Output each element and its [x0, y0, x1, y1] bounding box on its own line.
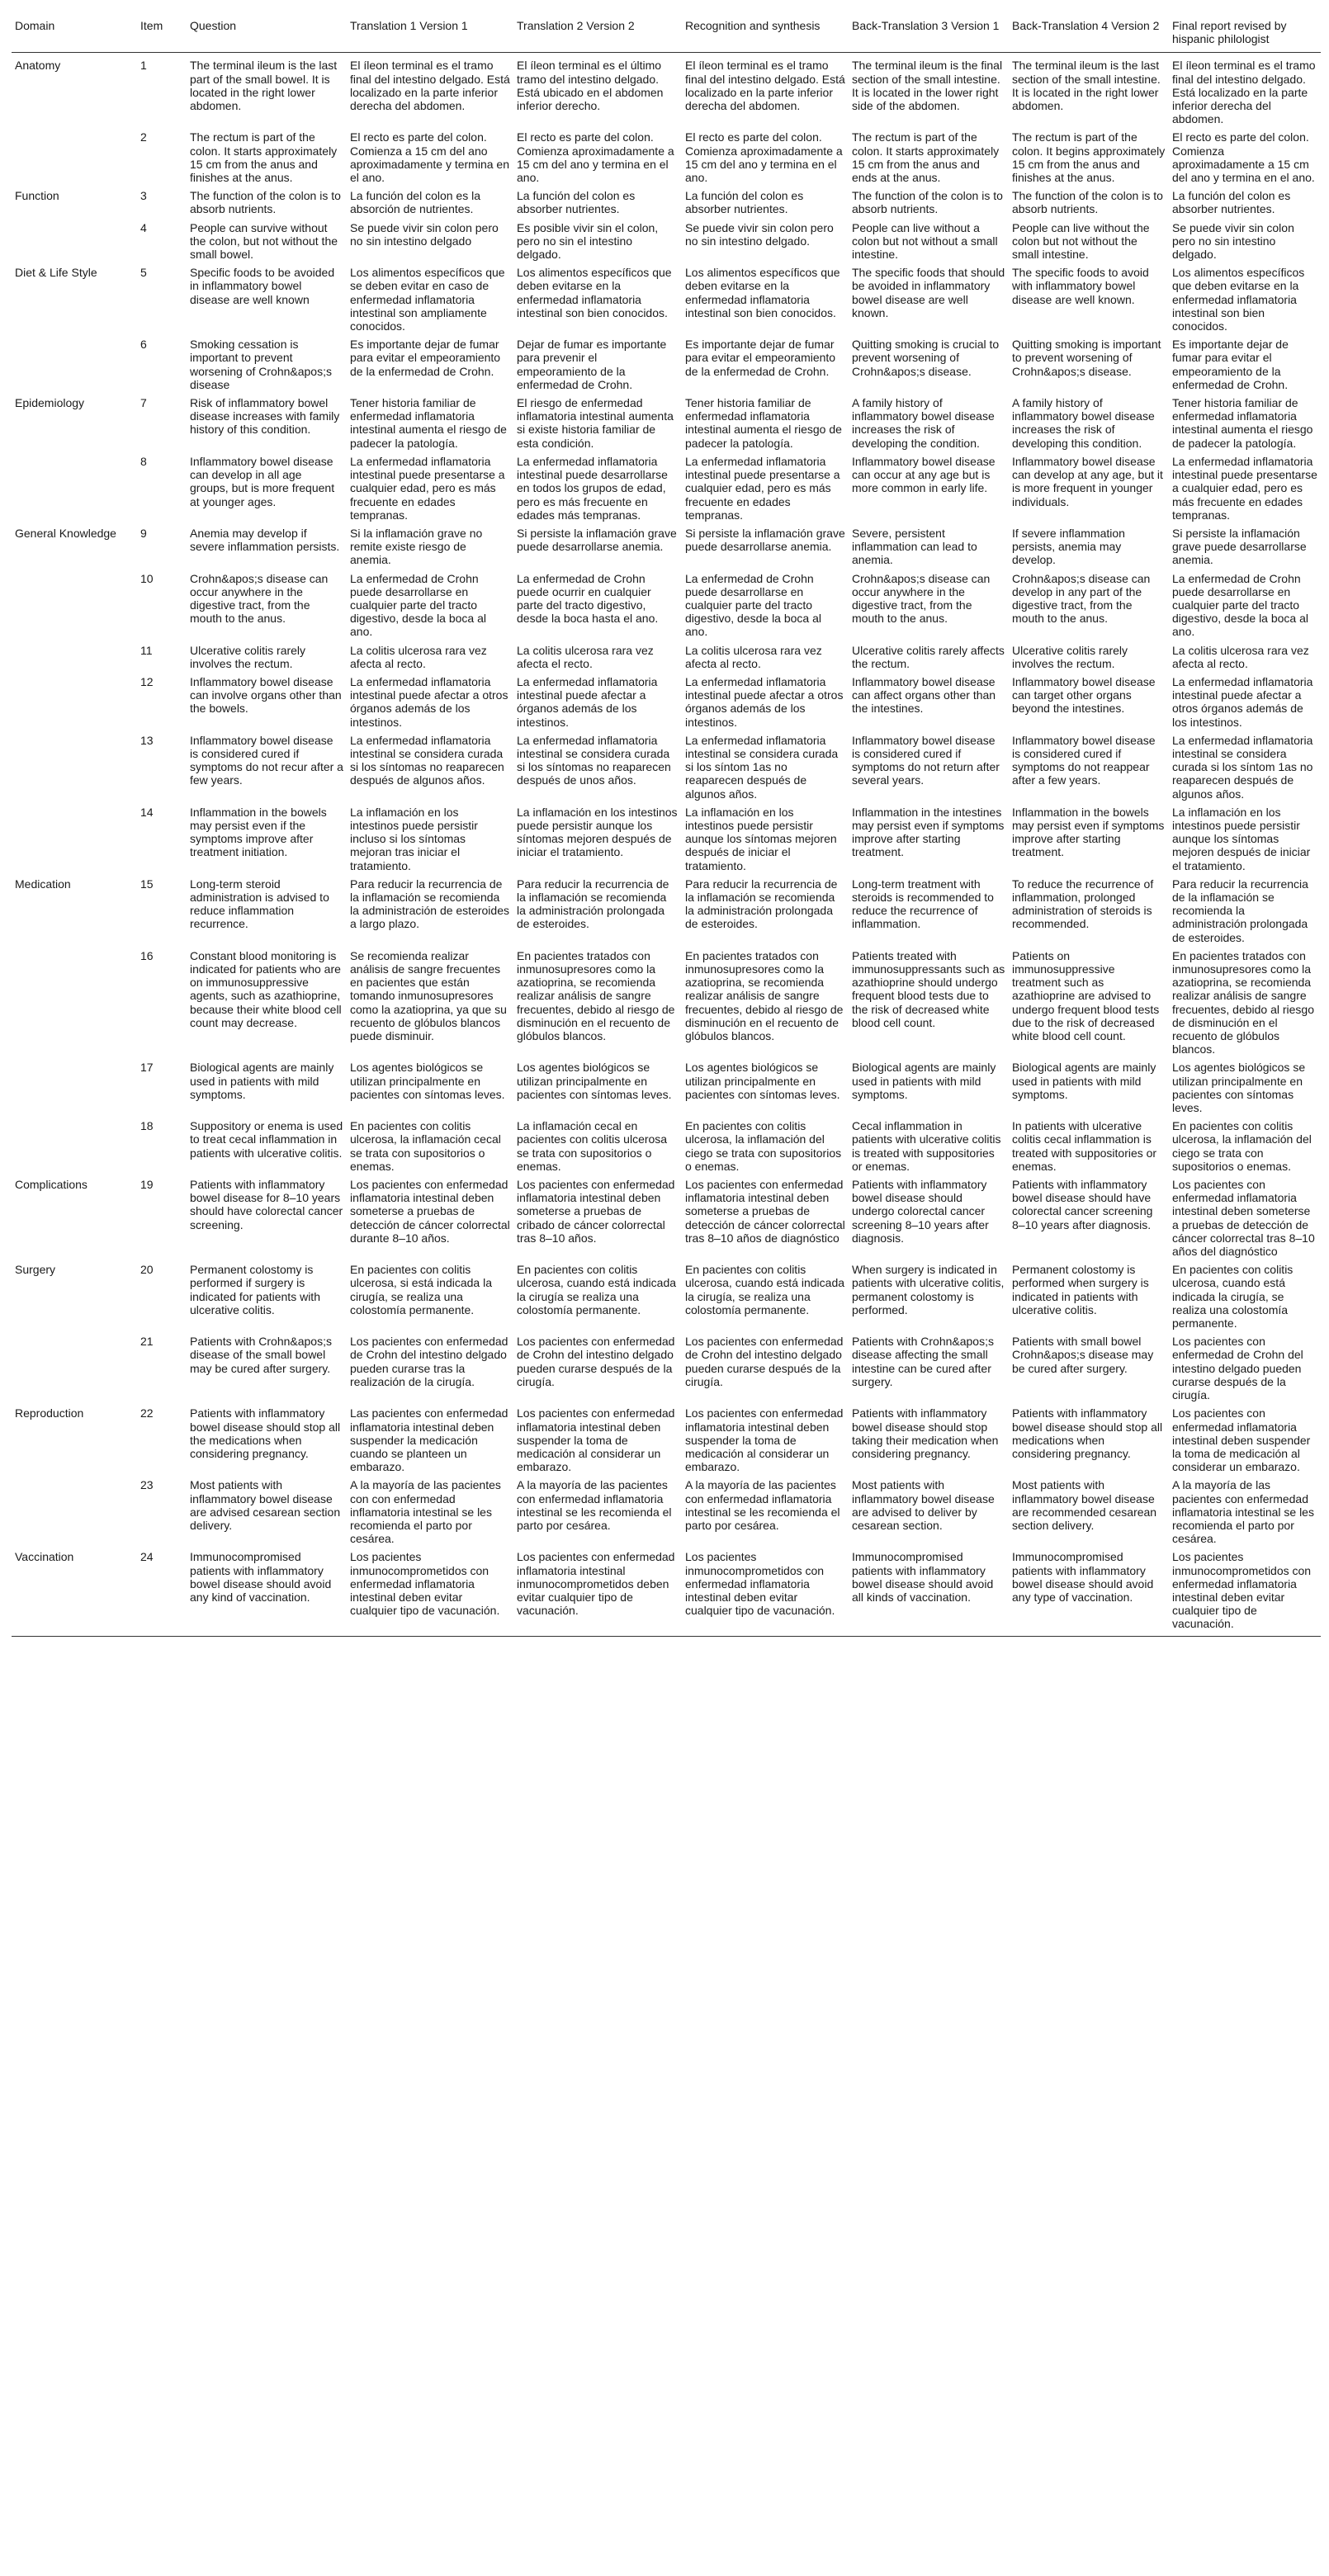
- domain-cell: [12, 732, 137, 804]
- back-translation-3-cell: People can live without a colon but not without a small intestine.: [852, 220, 998, 262]
- recognition-synthesis-cell: Es importante dejar de fumar para evitar el empeoramiento de la enfermedad de Crohn.: [685, 338, 836, 378]
- back-translation-4-cell: Patients with small bowel Crohn&apos;s disease may be cured after surgery.: [1012, 1335, 1154, 1375]
- back-translation-3-cell: The terminal ileum is the final section of the small intestine. It is located in the lower right side of the abdomen.: [852, 59, 1003, 113]
- back-translation-4-cell: If severe inflammation persists, anemia may develop.: [1012, 526, 1125, 567]
- translation-1-cell: Los pacientes con enfermedad de Crohn del intestino delgado pueden curarse tras la realización de la cirugía.: [350, 1335, 508, 1388]
- domain-cell: [12, 642, 137, 674]
- recognition-synthesis-cell: El recto es parte del colon. Comienza aproximadamente a 15 cm del ano y termina en el ano.: [685, 130, 843, 185]
- domain-cell: [12, 1333, 137, 1405]
- item-cell: 13: [140, 733, 154, 747]
- item-cell: 12: [140, 674, 154, 688]
- item-cell: 17: [140, 1061, 154, 1075]
- translation-1-cell: Los pacientes con enfermedad inflamatoria intestinal deben someterse a pruebas de detección de cáncer colorrectal durante 8–10 años.: [350, 1178, 510, 1245]
- final-report-cell: Los pacientes inmunocomprometidos con enfermedad inflamatoria intestinal deben evitar cualquier tipo de vacunación.: [1169, 1548, 1321, 1636]
- translation-1-cell: En pacientes con colitis ulcerosa, si está indicada la cirugía, se realiza una colostomía permanente.: [350, 1263, 492, 1316]
- back-translation-4-cell: The specific foods to avoid with inflammatory bowel disease are well known.: [1012, 266, 1149, 306]
- header-item: Item: [137, 12, 187, 53]
- translation-2-cell: La inflamación en los intestinos puede persistir aunque los síntomas mejoren después de iniciar el tratamiento.: [517, 805, 678, 859]
- back-translation-3-cell: Inflammatory bowel disease can affect organs other than the intestines.: [852, 674, 996, 716]
- translation-2-cell: Los pacientes con enfermedad de Crohn del intestino delgado pueden curarse después de la cirugía.: [517, 1335, 675, 1388]
- translation-1-cell: Las pacientes con enfermedad inflamatoria intestinal deben suspender la medicación cuando se planteen un embarazo.: [350, 1406, 508, 1474]
- question-cell: The rectum is part of the colon. It starts approximately 15 cm from the anus and finishes at the anus.: [190, 130, 338, 185]
- domain-cell: [12, 336, 137, 395]
- item-cell: 7: [140, 396, 147, 410]
- back-translation-3-cell: Most patients with inflammatory bowel disease are advised to deliver by cesarean section.: [852, 1478, 995, 1532]
- table-row: [12, 1176, 1321, 1261]
- item-cell: 21: [140, 1335, 154, 1349]
- domain-cell: [12, 1477, 137, 1548]
- table-row: [12, 1333, 1321, 1405]
- back-translation-3-cell: Biological agents are mainly used in patients with mild symptoms.: [852, 1061, 996, 1101]
- final-report-cell: La enfermedad de Crohn puede desarrollarse en cualquier parte del tracto digestivo, desde la boca al ano.: [1172, 571, 1308, 639]
- back-translation-3-cell: Patients with Crohn&apos;s disease affecting the small intestine can be cured after surgery.: [852, 1335, 994, 1388]
- item-cell: 1: [140, 59, 147, 73]
- question-cell: Patients with Crohn&apos;s disease of the small bowel may be cured after surgery.: [190, 1335, 332, 1375]
- question-cell: Ulcerative colitis rarely involves the rectum.: [190, 643, 306, 670]
- translation-2-cell: Los alimentos específicos que deben evitarse en la enfermedad inflamatoria intestinal son bien conocidos.: [517, 266, 672, 319]
- table-row: [12, 187, 1321, 219]
- translation-1-cell: La enfermedad de Crohn puede desarrollarse en cualquier parte del tracto digestivo, desde la boca al ano.: [350, 571, 486, 639]
- domain-cell: [12, 570, 137, 642]
- translation-1-cell: Es importante dejar de fumar para evitar el empeoramiento de la enfermedad de Crohn.: [350, 338, 501, 378]
- recognition-synthesis-cell: Los pacientes con enfermedad inflamatoria intestinal deben someterse a pruebas de detección de cáncer colorrectal tras 8–10 años de diagnóstico: [685, 1178, 845, 1245]
- item-cell: 19: [140, 1178, 154, 1192]
- domain-cell: [12, 1059, 137, 1118]
- recognition-synthesis-cell: Para reducir la recurrencia de la inflamación se recomienda la administración prolongada de esteroides.: [685, 877, 838, 931]
- recognition-synthesis-cell: La enfermedad inflamatoria intestinal puede afectar a otros órganos además de los intestinos.: [685, 674, 844, 729]
- final-report-cell: La colitis ulcerosa rara vez afecta al recto.: [1172, 643, 1309, 670]
- table-body: [12, 53, 1321, 1636]
- item-cell: 4: [140, 220, 147, 234]
- final-report-cell: Los agentes biológicos se utilizan principalmente en pacientes con síntomas leves.: [1172, 1061, 1306, 1115]
- item-cell: 8: [140, 454, 147, 468]
- table-row: [12, 525, 1321, 570]
- final-report-cell: Tener historia familiar de enfermedad inflamatoria intestinal aumenta el riesgo de padecer la patología.: [1172, 396, 1313, 450]
- translation-1-cell: Los agentes biológicos se utilizan principalmente en pacientes con síntomas leves.: [350, 1061, 505, 1101]
- translation-2-cell: En pacientes tratados con inmunosupresores como la azatioprina, se recomienda realizar análisis de sangre frecuentes, debido al riesgo de disminución en el recuento de glóbulos blancos.: [517, 948, 675, 1043]
- recognition-synthesis-cell: Tener historia familiar de enfermedad inflamatoria intestinal aumenta el riesgo de padecer la patología.: [685, 396, 842, 450]
- recognition-synthesis-cell: Los alimentos específicos que deben evitarse en la enfermedad inflamatoria intestinal son bien conocidos.: [685, 266, 840, 319]
- translation-1-cell: La colitis ulcerosa rara vez afecta al recto.: [350, 643, 487, 670]
- final-report-cell: La enfermedad inflamatoria intestinal puede afectar a otros órganos además de los intestinos.: [1172, 674, 1313, 729]
- final-report-cell: En pacientes con colitis ulcerosa, cuando está indicada la cirugía, se realiza una colostomía permanente.: [1172, 1263, 1294, 1331]
- header-translation-2: Translation 2 Version 2: [513, 12, 682, 53]
- translation-2-cell: Los pacientes con enfermedad inflamatoria intestinal deben someterse a pruebas de cribado de cáncer colorrectal tras 8–10 años.: [517, 1178, 675, 1245]
- translation-1-cell: La enfermedad inflamatoria intestinal puede afectar a otros órganos además de los intestinos.: [350, 674, 508, 729]
- domain-cell: Anatomy: [15, 59, 61, 73]
- final-report-cell: En pacientes tratados con inmunosupresores como la azatioprina, se recomienda realizar análisis de sangre frecuentes, debido al riesgo de disminución en el recuento de glóbulos blancos.: [1172, 948, 1314, 1056]
- header-domain: Domain: [12, 12, 137, 53]
- translation-2-cell: La inflamación cecal en pacientes con colitis ulcerosa se trata con supositorios o enemas.: [517, 1119, 668, 1173]
- final-report-cell: A la mayoría de las pacientes con enfermedad inflamatoria intestinal se les recomienda el parto por cesárea.: [1172, 1478, 1314, 1546]
- table-row: [12, 1405, 1321, 1477]
- question-cell: Constant blood monitoring is indicated for patients who are on immunosuppressive agents, such as azathioprine, because their white blood cell count may decrease.: [190, 948, 342, 1029]
- header-row: [12, 12, 1321, 53]
- translation-2-cell: A la mayoría de las pacientes con enfermedad inflamatoria intestinal se les recomienda el parto por cesárea.: [517, 1478, 672, 1532]
- translation-2-cell: La enfermedad de Crohn puede ocurrir en cualquier parte del tracto digestivo, desde la boca hasta el ano.: [517, 571, 659, 626]
- header-back-translation-3: Back-Translation 3 Version 1: [849, 12, 1009, 53]
- translation-2-cell: La función del colon es absorber nutrientes.: [517, 189, 636, 216]
- final-report-cell: Los pacientes con enfermedad de Crohn del intestino delgado pueden curarse después de la cirugía.: [1172, 1335, 1303, 1402]
- question-cell: Smoking cessation is important to prevent worsening of Crohn&apos;s disease: [190, 338, 332, 391]
- translation-2-cell: Los agentes biológicos se utilizan principalmente en pacientes con síntomas leves.: [517, 1061, 672, 1101]
- item-cell: 24: [137, 1548, 187, 1636]
- translation-1-cell: Si la inflamación grave no remite existe riesgo de anemia.: [350, 526, 483, 567]
- table-row: [12, 1118, 1321, 1176]
- item-cell: 11: [140, 643, 153, 657]
- question-cell: Inflammatory bowel disease is considered cured if symptoms do not recur after a few years.: [190, 733, 343, 787]
- back-translation-4-cell: Biological agents are mainly used in patients with mild symptoms.: [1012, 1061, 1156, 1101]
- item-cell: 3: [140, 189, 147, 203]
- domain-cell: Reproduction: [15, 1406, 84, 1420]
- translation-1-cell: Tener historia familiar de enfermedad inflamatoria intestinal aumenta el riesgo de padecer la patología.: [350, 396, 507, 450]
- question-cell: Risk of inflammatory bowel disease increases with family history of this condition.: [190, 396, 340, 437]
- back-translation-4-cell: Inflammatory bowel disease is considered cured if symptoms do not reappear after a few years.: [1012, 733, 1156, 787]
- table-row: [12, 453, 1321, 525]
- question-cell: The function of the colon is to absorb nutrients.: [190, 189, 341, 216]
- question-cell: The terminal ileum is the last part of the small bowel. It is located in the right lower abdomen.: [190, 59, 338, 113]
- translation-1-cell: El íleon terminal es el tramo final del intestino delgado. Está localizado en la parte inferior derecha del abdomen.: [350, 59, 510, 113]
- translation-1-cell: En pacientes con colitis ulcerosa, la inflamación cecal se trata con supositorios o enemas.: [350, 1119, 501, 1173]
- translation-1-cell: Para reducir la recurrencia de la inflamación se recomienda la administración de esteroides a largo plazo.: [350, 877, 509, 931]
- table-row: [12, 1261, 1321, 1333]
- back-translation-3-cell: Patients with inflammatory bowel disease should undergo colorectal cancer screening 8–10 years after diagnosis.: [852, 1178, 989, 1245]
- recognition-synthesis-cell: Se puede vivir sin colon pero no sin intestino delgado.: [685, 220, 834, 248]
- translation-2-cell: Los pacientes con enfermedad inflamatoria intestinal deben suspender la toma de medicación al considerar un embarazo.: [517, 1406, 675, 1474]
- translation-2-cell: Si persiste la inflamación grave puede desarrollarse anemia.: [517, 526, 677, 554]
- translation-1-cell: Se recomienda realizar análisis de sangre frecuentes en pacientes que están tomando inmunosupresores como la azatioprina, ya que su recuento de glóbulos blancos puede disminuir.: [350, 948, 507, 1043]
- item-cell: 18: [140, 1119, 154, 1133]
- domain-cell: [12, 129, 137, 187]
- back-translation-4-cell: Patients on immunosuppressive treatment such as azathioprine are advised to undergo frequent blood tests due to the risk of decreased white blood cell count.: [1012, 948, 1160, 1043]
- recognition-synthesis-cell: La función del colon es absorber nutrientes.: [685, 189, 804, 216]
- domain-cell: [12, 948, 137, 1060]
- recognition-synthesis-cell: Los pacientes con enfermedad de Crohn del intestino delgado pueden curarse después de la cirugía.: [685, 1335, 844, 1388]
- back-translation-4-cell: Permanent colostomy is performed when surgery is indicated in patients with ulcerative colitis.: [1012, 1263, 1149, 1316]
- back-translation-4-cell: The rectum is part of the colon. It begins approximately 15 cm from the anus and finishes at the anus.: [1012, 130, 1166, 185]
- domain-cell: Medication: [15, 877, 71, 891]
- recognition-synthesis-cell: Los pacientes inmunocomprometidos con enfermedad inflamatoria intestinal deben evitar cualquier tipo de vacunación.: [682, 1548, 849, 1636]
- translation-2-cell: El riesgo de enfermedad inflamatoria intestinal aumenta si existe historia familiar de esta condición.: [517, 396, 674, 450]
- translation-1-cell: La función del colon es la absorción de nutrientes.: [350, 189, 480, 216]
- domain-cell: [12, 220, 137, 265]
- back-translation-3-cell: Patients with inflammatory bowel disease should stop taking their medication when considering pregnancy.: [852, 1406, 999, 1460]
- final-report-cell: Los alimentos específicos que deben evitarse en la enfermedad inflamatoria intestinal son bien conocidos.: [1172, 266, 1305, 333]
- final-report-cell: Se puede vivir sin colon pero no sin intestino delgado.: [1172, 220, 1294, 262]
- item-cell: 9: [140, 526, 147, 540]
- back-translation-4-cell: Inflammatory bowel disease can target other organs beyond the intestines.: [1012, 674, 1156, 716]
- question-cell: Patients with inflammatory bowel disease for 8–10 years should have colorectal cancer screening.: [190, 1178, 343, 1231]
- table-row: [12, 948, 1321, 1060]
- item-cell: 10: [140, 571, 154, 585]
- translation-2-cell: Dejar de fumar es importante para prevenir el empeoramiento de la enfermedad de Crohn.: [517, 338, 667, 391]
- back-translation-3-cell: Cecal inflammation in patients with ulcerative colitis is treated with suppositories or enemas.: [852, 1119, 1001, 1173]
- table-row: [12, 1059, 1321, 1118]
- translation-1-cell: La enfermedad inflamatoria intestinal puede presentarse a cualquier edad, pero es más frecuente en edades tempranas.: [350, 454, 505, 522]
- header-back-translation-4: Back-Translation 4 Version 2: [1009, 12, 1169, 53]
- domain-cell: Vaccination: [12, 1548, 137, 1636]
- table-row: [12, 264, 1321, 336]
- back-translation-3-cell: The specific foods that should be avoided in inflammatory bowel disease are well known.: [852, 266, 1005, 319]
- domain-cell: [12, 1118, 137, 1176]
- translation-2-cell: En pacientes con colitis ulcerosa, cuando está indicada la cirugía se realiza una colostomía permanente.: [517, 1263, 677, 1316]
- translation-1-cell: El recto es parte del colon. Comienza a 15 cm del ano aproximadamente y termina en el ano.: [350, 130, 509, 185]
- question-cell: Anemia may develop if severe inflammation persists.: [190, 526, 340, 554]
- back-translation-3-cell: Inflammatory bowel disease is considered cured if symptoms do not return after several years.: [852, 733, 1000, 787]
- final-report-cell: Si persiste la inflamación grave puede desarrollarse anemia.: [1172, 526, 1307, 567]
- final-report-cell: Es importante dejar de fumar para evitar el empeoramiento de la enfermedad de Crohn.: [1172, 338, 1289, 391]
- question-cell: Most patients with inflammatory bowel disease are advised cesarean section delivery.: [190, 1478, 341, 1532]
- recognition-synthesis-cell: En pacientes con colitis ulcerosa, la inflamación del ciego se trata con supositorios o enemas.: [685, 1119, 842, 1173]
- domain-cell: [12, 453, 137, 525]
- translation-2-cell: Para reducir la recurrencia de la inflamación se recomienda la administración prolongada de esteroides.: [517, 877, 669, 931]
- back-translation-3-cell: Immunocompromised patients with inflammatory bowel disease should avoid all kinds of vaccination.: [849, 1548, 1009, 1636]
- back-translation-4-cell: Crohn&apos;s disease can develop in any part of the digestive tract, from the mouth to the anus.: [1012, 571, 1151, 626]
- item-cell: 15: [140, 877, 154, 891]
- recognition-synthesis-cell: En pacientes con colitis ulcerosa, cuando está indicada la cirugía, se realiza una colostomía permanente.: [685, 1263, 845, 1316]
- back-translation-4-cell: A family history of inflammatory bowel disease increases the risk of developing this condition.: [1012, 396, 1155, 450]
- back-translation-4-cell: Immunocompromised patients with inflammatory bowel disease should avoid any type of vaccination.: [1009, 1548, 1169, 1636]
- table-row: [12, 220, 1321, 265]
- question-cell: Inflammatory bowel disease can involve organs other than the bowels.: [190, 674, 342, 716]
- table-row: [12, 395, 1321, 453]
- table-row: [12, 804, 1321, 876]
- item-cell: 23: [140, 1478, 154, 1492]
- item-cell: 14: [140, 805, 154, 819]
- recognition-synthesis-cell: En pacientes tratados con inmunosupresores como la azatioprina, se recomienda realizar análisis de sangre frecuentes, debido al riesgo de disminución en el recuento de glóbulos blancos.: [685, 948, 844, 1043]
- final-report-cell: La función del colon es absorber nutrientes.: [1172, 189, 1291, 216]
- recognition-synthesis-cell: La inflamación en los intestinos puede persistir aunque los síntomas mejoren después de iniciar el tratamiento.: [685, 805, 837, 872]
- translation-table: [12, 12, 1321, 1637]
- table-row: [12, 1477, 1321, 1548]
- item-cell: 20: [140, 1263, 154, 1277]
- final-report-cell: En pacientes con colitis ulcerosa, la inflamación del ciego se trata con supositorios o enemas.: [1172, 1119, 1312, 1173]
- item-cell: 5: [140, 266, 147, 280]
- translation-2-cell: El recto es parte del colon. Comienza aproximadamente a 15 cm del ano y termina en el ano.: [517, 130, 674, 185]
- table-row: [12, 674, 1321, 732]
- question-cell: Suppository or enema is used to treat cecal inflammation in patients with ulcerative colitis.: [190, 1119, 343, 1160]
- header-translation-1: Translation 1 Version 1: [347, 12, 513, 53]
- recognition-synthesis-cell: El íleon terminal es el tramo final del intestino delgado. Está localizado en la parte inferior derecha del abdomen.: [685, 59, 845, 113]
- translation-2-cell: La colitis ulcerosa rara vez afecta el recto.: [517, 643, 654, 670]
- recognition-synthesis-cell: Los agentes biológicos se utilizan principalmente en pacientes con síntomas leves.: [685, 1061, 840, 1101]
- question-cell: Permanent colostomy is performed if surgery is indicated for patients with ulcerative colitis.: [190, 1263, 320, 1316]
- back-translation-3-cell: Crohn&apos;s disease can occur anywhere in the digestive tract, from the mouth to the anus.: [852, 571, 991, 626]
- back-translation-3-cell: Long-term treatment with steroids is recommended to reduce the recurrence of inflammation.: [852, 877, 994, 931]
- table-row: [12, 129, 1321, 187]
- final-report-cell: Los pacientes con enfermedad inflamatoria intestinal deben someterse a pruebas de detección de cáncer colorrectal tras 8–10 años del diagnóstico: [1172, 1178, 1315, 1259]
- translation-1-cell: Los alimentos específicos que se deben evitar en caso de enfermedad inflamatoria intestinal son ampliamente conocidos.: [350, 266, 505, 333]
- final-report-cell: La inflamación en los intestinos puede persistir aunque los síntomas mejoren después de iniciar el tratamiento.: [1172, 805, 1311, 872]
- recognition-synthesis-cell: Los pacientes con enfermedad inflamatoria intestinal deben suspender la toma de medicación al considerar un embarazo.: [685, 1406, 844, 1474]
- translation-2-cell: Los pacientes con enfermedad inflamatoria intestinal inmunocomprometidos deben evitar cualquier tipo de vacunación.: [513, 1548, 682, 1636]
- back-translation-4-cell: Ulcerative colitis rarely involves the rectum.: [1012, 643, 1128, 670]
- back-translation-4-cell: The terminal ileum is the last section of the small intestine. It is located in the right lower abdomen.: [1012, 59, 1161, 113]
- back-translation-3-cell: Inflammation in the intestines may persist even if symptoms improve after starting treatment.: [852, 805, 1005, 859]
- translation-1-cell: Los pacientes inmunocomprometidos con enfermedad inflamatoria intestinal deben evitar cualquier tipo de vacunación.: [347, 1548, 513, 1636]
- question-cell: People can survive without the colon, but not without the small bowel.: [190, 220, 338, 262]
- domain-cell: [12, 804, 137, 876]
- question-cell: Inflammation in the bowels may persist even if the symptoms improve after treatment initiation.: [190, 805, 327, 859]
- recognition-synthesis-cell: La colitis ulcerosa rara vez afecta al recto.: [685, 643, 822, 670]
- translation-2-cell: La enfermedad inflamatoria intestinal se considera curada si los síntomas no reaparecen después de unos años.: [517, 733, 671, 787]
- final-report-cell: Para reducir la recurrencia de la inflamación se recomienda la administración prolongada de esteroides.: [1172, 877, 1308, 944]
- back-translation-3-cell: Inflammatory bowel disease can occur at any age but is more common in early life.: [852, 454, 996, 495]
- table-row: [12, 336, 1321, 395]
- back-translation-3-cell: Quitting smoking is crucial to prevent worsening of Crohn&apos;s disease.: [852, 338, 1000, 378]
- question-cell: Biological agents are mainly used in patients with mild symptoms.: [190, 1061, 334, 1101]
- header-question: Question: [187, 12, 347, 53]
- back-translation-4-cell: To reduce the recurrence of inflammation, prolonged administration of steroids is recommended.: [1012, 877, 1154, 931]
- table-row: [12, 1548, 1321, 1636]
- domain-cell: Surgery: [15, 1263, 56, 1277]
- recognition-synthesis-cell: La enfermedad inflamatoria intestinal puede presentarse a cualquier edad, pero es más frecuente en edades tempranas.: [685, 454, 840, 522]
- item-cell: 22: [140, 1406, 154, 1420]
- back-translation-4-cell: In patients with ulcerative colitis cecal inflammation is treated with suppositories or enemas.: [1012, 1119, 1157, 1173]
- back-translation-3-cell: Ulcerative colitis rarely affects the rectum.: [852, 643, 1005, 670]
- translation-1-cell: La enfermedad inflamatoria intestinal se considera curada si los síntomas no reaparecen después de algunos años.: [350, 733, 504, 787]
- back-translation-4-cell: Inflammation in the bowels may persist even if symptoms improve after starting treatment.: [1012, 805, 1165, 859]
- back-translation-3-cell: The rectum is part of the colon. It starts approximately 15 cm from the anus and ends at the anus.: [852, 130, 1000, 185]
- translation-1-cell: Se puede vivir sin colon pero no sin intestino delgado: [350, 220, 499, 248]
- recognition-synthesis-cell: La enfermedad de Crohn puede desarrollarse en cualquier parte del tracto digestivo, desde la boca al ano.: [685, 571, 821, 639]
- back-translation-3-cell: When surgery is indicated in patients with ulcerative colitis, permanent colostomy is performed.: [852, 1263, 1005, 1316]
- domain-cell: Function: [15, 189, 59, 203]
- domain-cell: General Knowledge: [15, 526, 116, 540]
- domain-cell: Complications: [15, 1178, 87, 1192]
- translation-2-cell: Es posible vivir sin el colon, pero no sin el intestino delgado.: [517, 220, 659, 262]
- table-row: [12, 642, 1321, 674]
- back-translation-4-cell: Most patients with inflammatory bowel disease are recommended cesarean section delivery.: [1012, 1478, 1157, 1532]
- back-translation-3-cell: Patients treated with immunosuppressants such as azathioprine should undergo frequent blood tests due to the risk of decreased white blood cell count.: [852, 948, 1005, 1029]
- table-row: [12, 876, 1321, 948]
- domain-cell: [12, 674, 137, 732]
- back-translation-4-cell: Quitting smoking is important to prevent worsening of Crohn&apos;s disease.: [1012, 338, 1161, 378]
- question-cell: Immunocompromised patients with inflammatory bowel disease should avoid any kind of vaccination.: [187, 1548, 347, 1636]
- question-cell: Long-term steroid administration is advised to reduce inflammation recurrence.: [190, 877, 329, 931]
- back-translation-4-cell: Inflammatory bowel disease can develop at any age, but it is more frequent in younger individuals.: [1012, 454, 1163, 508]
- header-final-report: Final report revised by hispanic philologist: [1169, 12, 1321, 53]
- recognition-synthesis-cell: Si persiste la inflamación grave puede desarrollarse anemia.: [685, 526, 845, 554]
- final-report-cell: La enfermedad inflamatoria intestinal puede presentarse a cualquier edad, pero es más frecuente en edades tempranas.: [1172, 454, 1317, 522]
- item-cell: 6: [140, 338, 147, 352]
- table-row: [12, 53, 1321, 130]
- item-cell: 2: [140, 130, 147, 144]
- domain-cell: Epidemiology: [15, 396, 85, 410]
- translation-2-cell: La enfermedad inflamatoria intestinal puede desarrollarse en todos los grupos de edad, pero es más frecuente en edades más tempranas.: [517, 454, 668, 522]
- question-cell: Specific foods to be avoided in inflammatory bowel disease are well known: [190, 266, 335, 306]
- back-translation-3-cell: The function of the colon is to absorb nutrients.: [852, 189, 1003, 216]
- final-report-cell: La enfermedad inflamatoria intestinal se considera curada si los síntom 1as no reaparecen después de algunos años.: [1172, 733, 1313, 801]
- table-row: [12, 732, 1321, 804]
- final-report-cell: Los pacientes con enfermedad inflamatoria intestinal deben suspender la toma de medicación al considerar un embarazo.: [1172, 1406, 1311, 1474]
- back-translation-3-cell: A family history of inflammatory bowel disease increases the risk of developing the condition.: [852, 396, 995, 450]
- translation-2-cell: La enfermedad inflamatoria intestinal puede afectar a órganos además de los intestinos.: [517, 674, 658, 729]
- recognition-synthesis-cell: La enfermedad inflamatoria intestinal se considera curada si los síntom 1as no reaparecen después de algunos años.: [685, 733, 839, 801]
- back-translation-4-cell: People can live without the colon but not without the small intestine.: [1012, 220, 1150, 262]
- translation-1-cell: A la mayoría de las pacientes con con enfermedad inflamatoria intestinal se les recomienda el parto por cesárea.: [350, 1478, 501, 1546]
- domain-cell: Diet & Life Style: [15, 266, 97, 280]
- final-report-cell: El recto es parte del colon. Comienza aproximadamente a 15 cm del ano y termina en el ano.: [1172, 130, 1315, 185]
- item-cell: 16: [140, 948, 154, 962]
- header-recognition-synthesis: Recognition and synthesis: [682, 12, 849, 53]
- table-row: [12, 570, 1321, 642]
- question-cell: Inflammatory bowel disease can develop in all age groups, but is more frequent at younger ages.: [190, 454, 335, 508]
- back-translation-4-cell: Patients with inflammatory bowel disease should have colorectal cancer screening 8–10 years after diagnosis.: [1012, 1178, 1153, 1231]
- translation-2-cell: El íleon terminal es el último tramo del intestino delgado. Está ubicado en el abdomen inferior derecho.: [517, 59, 664, 113]
- translation-1-cell: La inflamación en los intestinos puede persistir incluso si los síntomas mejoran tras iniciar el tratamiento.: [350, 805, 478, 872]
- back-translation-4-cell: The function of the colon is to absorb nutrients.: [1012, 189, 1163, 216]
- back-translation-3-cell: Severe, persistent inflammation can lead to anemia.: [852, 526, 977, 567]
- final-report-cell: El íleon terminal es el tramo final del intestino delgado. Está localizado en la parte inferior derecha del abdomen.: [1172, 59, 1316, 126]
- question-cell: Crohn&apos;s disease can occur anywhere in the digestive tract, from the mouth to the anus.: [190, 571, 329, 626]
- question-cell: Patients with inflammatory bowel disease should stop all the medications when considering pregnancy.: [190, 1406, 341, 1460]
- recognition-synthesis-cell: A la mayoría de las pacientes con enfermedad inflamatoria intestinal se les recomienda el parto por cesárea.: [685, 1478, 840, 1532]
- back-translation-4-cell: Patients with inflammatory bowel disease should stop all medications when considering pregnancy.: [1012, 1406, 1163, 1460]
